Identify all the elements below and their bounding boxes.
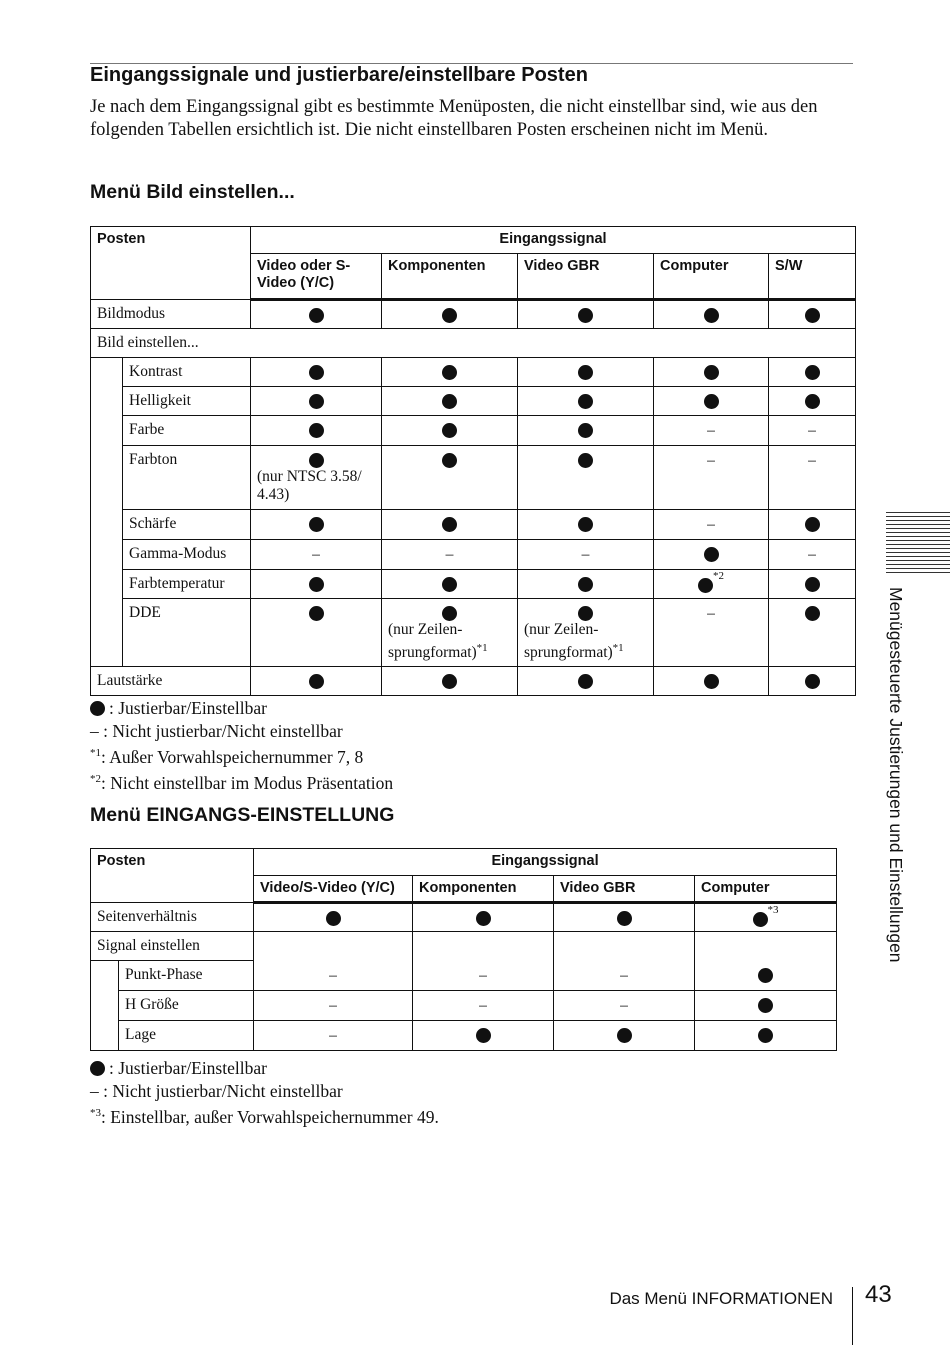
row-label: Farbtemperatur	[123, 570, 251, 599]
dot-icon	[578, 365, 593, 380]
dot-icon	[309, 674, 324, 689]
indent-cell	[91, 358, 123, 667]
dash-mark: –	[329, 1027, 337, 1044]
zeilen-note: (nur Zeilen-sprungformat)$^{*1}$	[524, 621, 624, 662]
menu2-title: Menü EINGANGS-EINSTELLUNG	[90, 804, 395, 826]
footnote-mark: *3	[767, 904, 779, 916]
dot-icon	[698, 578, 713, 593]
dash-mark: –	[808, 546, 816, 563]
dash-mark: –	[479, 997, 487, 1014]
dot-icon	[442, 308, 457, 323]
table-row	[91, 387, 856, 416]
row-label: Seitenverhältnis	[91, 903, 254, 932]
legend-2: : Justierbar/Einstellbar – : Nicht justierbar/Nicht einstellbar $^{*3}$: Einstellbar, außer Vorwahlspeichernummer 49.	[90, 1058, 439, 1127]
row-label: Bild einstellen...	[91, 329, 856, 358]
table-row	[91, 667, 856, 696]
posten-header: Posten	[91, 227, 251, 300]
col-video: Video oder S-Video (Y/C)	[251, 254, 382, 300]
col-video: Video/S-Video (Y/C)	[254, 876, 413, 903]
dot-icon	[442, 606, 457, 621]
row-label: Signal einstellen	[91, 932, 254, 961]
menu1-title: Menü Bild einstellen...	[90, 181, 295, 203]
dot-icon	[442, 453, 457, 468]
dot-icon	[442, 423, 457, 438]
dot-icon	[442, 365, 457, 380]
row-label: Bildmodus	[91, 300, 251, 329]
indent-cell	[91, 961, 119, 1051]
table-row	[91, 510, 856, 540]
row-label: Kontrast	[123, 358, 251, 387]
table-row	[91, 991, 837, 1021]
dot-icon	[309, 423, 324, 438]
table-row	[91, 961, 837, 991]
footer-divider	[852, 1287, 853, 1345]
dot-icon	[704, 394, 719, 409]
side-tab-label: Menügesteuerte Justierungen und Einstellungen	[886, 587, 906, 963]
dot-icon	[578, 517, 593, 532]
dot-icon	[578, 423, 593, 438]
dot-icon	[617, 1028, 632, 1043]
eingangssignal-header: Eingangssignal	[254, 849, 837, 876]
dot-icon	[309, 577, 324, 592]
intro-paragraph: Je nach dem Eingangssignal gibt es bestimmte Menüposten, die nicht einstellbar sind, wie aus den folgenden Tabellen ersichtlich ist. Die nicht einstellbaren Posten erscheinen nicht im Menü.	[90, 97, 818, 140]
dash-mark: –	[479, 966, 487, 984]
dash-mark: –	[329, 997, 337, 1014]
dot-icon	[578, 577, 593, 592]
dot-icon	[758, 998, 773, 1013]
row-label: H Größe	[119, 991, 254, 1021]
dot-icon	[309, 308, 324, 323]
dot-icon	[442, 674, 457, 689]
table-row	[91, 540, 856, 570]
dot-icon	[704, 674, 719, 689]
table-row	[91, 300, 856, 329]
col-komponenten: Komponenten	[413, 876, 554, 903]
dot-icon	[442, 394, 457, 409]
dot-icon	[805, 394, 820, 409]
row-label: Punkt-Phase	[119, 961, 254, 991]
dot-icon	[578, 674, 593, 689]
posten-header: Posten	[91, 849, 254, 903]
table-row	[91, 599, 856, 667]
footnote-mark: *2	[713, 570, 724, 582]
dash-mark: –	[808, 422, 816, 439]
dash-mark: –	[707, 516, 715, 533]
col-video-gbr: Video GBR	[554, 876, 695, 903]
dash-mark: –	[312, 546, 320, 563]
row-label: Gamma-Modus	[123, 540, 251, 570]
dash-mark: –	[707, 605, 715, 622]
col-sw: S/W	[769, 254, 856, 300]
table-row	[91, 416, 856, 446]
dot-icon	[578, 308, 593, 323]
row-label: Farbe	[123, 416, 251, 446]
dash-mark: –	[329, 966, 337, 984]
dot-icon	[326, 911, 341, 926]
row-label: Helligkeit	[123, 387, 251, 416]
side-tab-rules	[886, 512, 950, 576]
table-row	[91, 446, 856, 510]
footer-title: Das Menü INFORMATIONEN	[609, 1289, 833, 1308]
dot-icon	[442, 577, 457, 592]
col-video-gbr: Video GBR	[518, 254, 654, 300]
dot-icon	[805, 606, 820, 621]
row-label: Farbton	[123, 446, 251, 510]
side-tab	[884, 587, 914, 1007]
page-number: 43	[865, 1281, 892, 1308]
col-komponenten: Komponenten	[382, 254, 518, 300]
dot-icon	[309, 453, 324, 468]
col-computer: Computer	[654, 254, 769, 300]
dot-icon	[805, 674, 820, 689]
row-label: Lage	[119, 1021, 254, 1051]
row-label: Lautstärke	[91, 667, 251, 696]
legend-1: : Justierbar/Einstellbar – : Nicht justierbar/Nicht einstellbar $^{*1}$: Außer Vorwahlspeichernummer 7, 8 $^{*2}$: Nicht einstellbar im Modus Präsentation	[90, 698, 394, 794]
dash-mark: –	[581, 546, 590, 563]
dot-icon	[704, 547, 719, 562]
dot-icon	[805, 517, 820, 532]
dot-icon	[309, 606, 324, 621]
zeilen-note: (nur Zeilen-sprungformat)$^{*1}$	[388, 621, 488, 662]
dot-icon	[442, 517, 457, 532]
dot-icon	[758, 968, 773, 983]
table-row	[91, 903, 837, 932]
dash-mark: –	[808, 452, 816, 469]
dot-icon	[758, 1028, 773, 1043]
dot-icon	[805, 308, 820, 323]
dot-icon	[309, 394, 324, 409]
dot-icon	[704, 308, 719, 323]
dash-mark: –	[620, 997, 628, 1014]
table-row	[91, 329, 856, 358]
dot-icon	[578, 606, 593, 621]
dot-icon	[578, 394, 593, 409]
dash-mark: –	[620, 966, 628, 984]
dot-icon	[617, 911, 632, 926]
dot-icon	[753, 912, 768, 927]
eingangs-einstellung-table	[90, 848, 837, 1051]
row-label: Schärfe	[123, 510, 251, 540]
dash-mark: –	[707, 452, 715, 469]
dot-icon	[476, 1028, 491, 1043]
table-row	[91, 932, 837, 961]
table-row	[91, 1021, 837, 1051]
dash-mark: –	[445, 546, 454, 563]
section-heading: Eingangssignale und justierbare/einstellbare Posten	[90, 64, 588, 86]
row-label: DDE	[123, 599, 251, 667]
eingangssignal-header: Eingangssignal	[251, 227, 856, 254]
dot-icon	[805, 577, 820, 592]
table-row	[91, 570, 856, 599]
col-computer: Computer	[695, 876, 837, 903]
dot-icon	[309, 365, 324, 380]
table-row	[91, 358, 856, 387]
ntsc-note: (nur NTSC 3.58/ 4.43)	[257, 468, 362, 503]
dot-icon	[578, 453, 593, 468]
dot-icon	[704, 365, 719, 380]
dot-icon	[90, 701, 105, 716]
dot-icon	[309, 517, 324, 532]
dash-mark: –	[707, 422, 715, 439]
bild-einstellen-table	[90, 226, 856, 696]
dot-icon	[90, 1061, 105, 1076]
dot-icon	[476, 911, 491, 926]
dot-icon	[805, 365, 820, 380]
